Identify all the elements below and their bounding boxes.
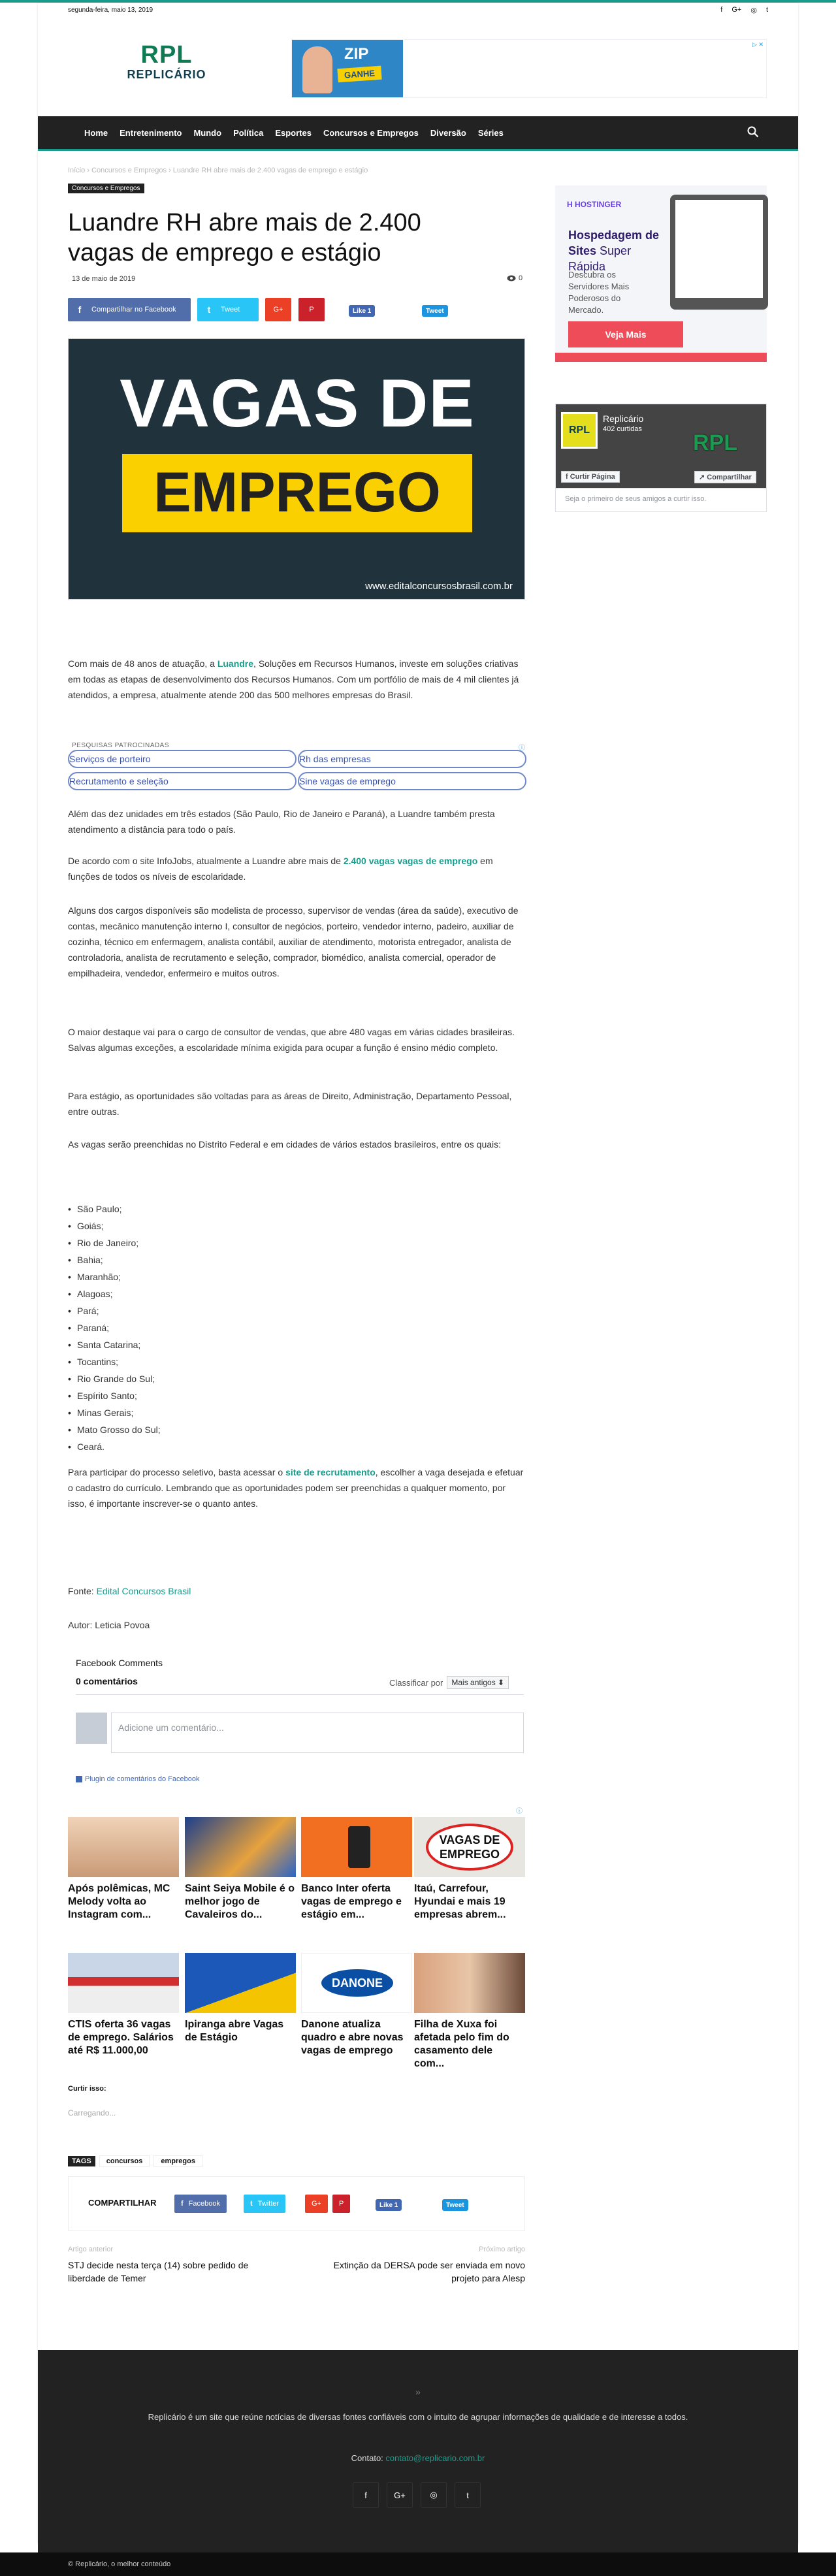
nav-item-esportes[interactable]: Esportes: [275, 127, 312, 138]
article-paragraph-5: O maior destaque vai para o cargo de consultor de vendas, que abre 480 vagas em várias cidades brasileiras. Salvas algumas exceções, a escolaridade mínima exigida para ocupar a função é ensino médio completo.: [68, 1027, 515, 1053]
breadcrumb[interactable]: Início › Concursos e Empregos › Luandre RH abre mais de 2.400 vagas de emprego e estágio: [68, 167, 368, 174]
share-icon: ↗: [699, 474, 707, 481]
list-item: • São Paulo;: [68, 1200, 161, 1217]
divider: [76, 1694, 524, 1695]
nav-item-mundo[interactable]: Mundo: [193, 127, 222, 138]
fb-page-name[interactable]: Replicário: [603, 413, 644, 424]
fb-like-button[interactable]: Like 1: [376, 2199, 402, 2211]
related-card[interactable]: [301, 1953, 412, 2057]
banner-ganhe-text: GANHE: [337, 66, 381, 83]
ad-title: Hospedagem de Sites Super Rápida: [568, 229, 660, 273]
hostinger-logo: H HOSTINGER: [567, 200, 622, 209]
sponsored-label: PESQUISAS PATROCINADAS: [72, 742, 169, 749]
hero-yellow-bar: [122, 454, 472, 532]
ad-cta-button[interactable]: Veja Mais: [568, 321, 683, 347]
pinterest-icon: P: [309, 306, 314, 314]
google-plus-icon: G+: [312, 2200, 321, 2208]
share-facebook-button[interactable]: [68, 298, 191, 321]
loading-text: Carregando...: [68, 2108, 116, 2117]
view-count: [507, 274, 522, 282]
banner-image: [292, 40, 403, 97]
google-plus-icon[interactable]: G+: [387, 2482, 413, 2508]
fb-page-likes: 402 curtidas: [603, 425, 642, 433]
adchoices-icon[interactable]: ▷ ✕: [752, 41, 764, 48]
fb-comments-sort: [389, 1676, 509, 1689]
footer-contact: Contato: contato@replicario.com.br: [351, 2453, 485, 2463]
nav-item-home[interactable]: Home: [84, 127, 108, 138]
article-author: Autor: Leticia Povoa: [68, 1620, 150, 1630]
related-thumb: [301, 1817, 412, 1877]
article-paragraph-6: Para estágio, as oportunidades são voltadas para as áreas de Direito, Administração, Departamento Pessoal, entre outras.: [68, 1091, 512, 1117]
instagram-icon[interactable]: ◎: [421, 2482, 447, 2508]
prev-article-label: Artigo anterior: [68, 2246, 114, 2253]
tags-label: TAGS: [68, 2156, 95, 2166]
vagas-thumb-text: VAGAS DE EMPREGO: [426, 1824, 513, 1871]
twitter-icon: t: [207, 304, 211, 315]
nav-accent-line: [38, 149, 798, 151]
tag-link[interactable]: concursos: [99, 2155, 150, 2167]
related-title: Filha de Xuxa foi afetada pelo fim do casamento dele com...: [414, 2019, 509, 2069]
article-paragraph-4: Alguns dos cargos disponíveis são modelista de processo, supervisor de vendas (área da saúde), executivo de contas, mecânico manutenção interno I, consultor de negócios, porteiro, vendedor interno, padeiro, auxiliar de cozinha, técnico em enfermagem, analista contábil, auxiliar de atendimento, motorista entregador, analista de controladoria, analista de recrutamento e seleção, comprador, biomédico, analista comercial, operador de empilhadeira, vendedor, enfermeiro e muitos outros.: [68, 905, 519, 978]
facebook-icon: f: [181, 2200, 184, 2208]
article-paragraph-2: Além das dez unidades em três estados (São Paulo, Rio de Janeiro e Paraná), a Luandre também presta atendimento a distância para todo o país.: [68, 809, 495, 835]
fb-comments-count: 0 comentários: [76, 1676, 138, 1686]
next-article-link[interactable]: Extinção da DERSA pode ser enviada em novo projeto para Alesp: [333, 2260, 525, 2283]
fb-page-avatar: RPL: [561, 412, 598, 449]
share-box: [68, 2176, 525, 2231]
list-item: • Espírito Santo;: [68, 1387, 161, 1404]
prev-article-link[interactable]: STJ decide nesta terça (14) sobre pedido de liberdade de Temer: [68, 2260, 249, 2283]
share-twitter-button[interactable]: [197, 298, 259, 321]
article-paragraph-1: Com mais de 48 anos de atuação, a Luandre, Soluções em Recursos Humanos, investe em soluções criativas em todas as etapas de desenvolvimento dos Recursos Humanos. Com um portfólio de mais de 4 mil clientes já atendidos, a empresa, atualmente atende 200 das 500 melhores empresas do Brasil.: [68, 658, 519, 700]
view-count-value: 0: [519, 274, 523, 282]
related-card[interactable]: [185, 1953, 296, 2044]
related-card[interactable]: [68, 1953, 179, 2057]
nav-item-series[interactable]: Séries: [477, 127, 504, 138]
ad-bottom-strip: [555, 353, 767, 362]
states-list: [68, 1200, 161, 1455]
fb-page-cover-logo: RPL: [693, 430, 737, 455]
share-pinterest-button[interactable]: [298, 298, 325, 321]
tweet-button[interactable]: Tweet: [442, 2199, 468, 2211]
facebook-icon: f: [78, 304, 82, 315]
related-card[interactable]: [414, 1953, 525, 2070]
twitter-icon: t: [250, 2200, 253, 2208]
twitter-icon[interactable]: t: [455, 2482, 481, 2508]
related-title: CTIS oferta 36 vagas de emprego. Salários até R$ 11.000,00: [68, 2019, 174, 2056]
list-item: • Mato Grosso do Sul;: [68, 1421, 161, 1438]
related-title: Após polêmicas, MC Melody volta ao Instagram com...: [68, 1883, 170, 1920]
share-pinterest-button[interactable]: [332, 2195, 350, 2213]
sponsored-link[interactable]: Sine vagas de emprego: [298, 772, 526, 790]
fb-like-button[interactable]: Like 1: [349, 305, 375, 317]
banner-person: [302, 46, 332, 93]
facebook-icon: [76, 1776, 82, 1782]
list-item: • Goiás;: [68, 1217, 161, 1234]
category-badge[interactable]: Concursos e Empregos: [68, 184, 144, 193]
fb-page-widget[interactable]: [555, 404, 767, 489]
sponsored-link[interactable]: Serviços de porteiro: [68, 750, 297, 768]
related-title: Saint Seiya Mobile é o melhor jogo de Cavaleiros do...: [185, 1883, 295, 1920]
list-item: • Minas Gerais;: [68, 1404, 161, 1421]
related-thumb: [414, 1817, 525, 1877]
share-section-label: Curtir isso:: [68, 2085, 106, 2093]
top-date: segunda-feira, maio 13, 2019: [68, 7, 153, 14]
ad-laptop-image: [670, 195, 768, 310]
next-article-label: Próximo artigo: [479, 2246, 525, 2253]
related-card[interactable]: [68, 1817, 179, 1922]
related-thumb: [414, 1953, 525, 2013]
fb-plugin-link[interactable]: Plugin de comentários do Facebook: [76, 1775, 200, 1783]
sidebar-ad[interactable]: [555, 185, 767, 362]
tweet-button[interactable]: Tweet: [422, 305, 448, 317]
list-item: • Alagoas;: [68, 1285, 161, 1302]
hero-url: www.editalconcursosbrasil.com.br: [365, 581, 513, 592]
list-item: • Bahia;: [68, 1251, 161, 1268]
article-source: Fonte: Edital Concursos Brasil: [68, 1586, 191, 1596]
adchoices-icon[interactable]: ⓘ: [519, 745, 525, 752]
google-plus-icon: G+: [273, 306, 283, 314]
nav-item-concursos[interactable]: Concursos e Empregos: [323, 127, 419, 138]
list-item: • Santa Catarina;: [68, 1336, 161, 1353]
footer-logo: »: [415, 2387, 421, 2397]
list-item: • Ceará.: [68, 1438, 161, 1455]
hero-line1: VAGAS DE: [120, 366, 475, 442]
related-thumb: [301, 1953, 412, 2013]
article-paragraph-7: As vagas serão preenchidas no Distrito Federal e em cidades de vários estados brasileiros, entre os quais:: [68, 1139, 502, 1150]
list-item: • Pará;: [68, 1302, 161, 1319]
related-thumb: [68, 1953, 179, 2013]
list-item: • Paraná;: [68, 1319, 161, 1336]
vagas-link[interactable]: 2.400 vagas vagas de emprego: [343, 856, 478, 866]
footer-email-link[interactable]: contato@replicario.com.br: [385, 2453, 485, 2463]
hero-line2: EMPREGO: [153, 461, 441, 524]
related-title: Itaú, Carrefour, Hyundai e mais 19 empresas abrem...: [414, 1883, 506, 1920]
related-card[interactable]: [414, 1817, 525, 1922]
article-paragraph-8: Para participar do processo seletivo, basta acessar o site de recrutamento, escolher a vaga desejada e efetuar o cadastro do currículo. Lembrando que as oportunidades podem ser preenchidas a qualquer momento, por isso, é importante inscrever-se o quanto antes.: [68, 1467, 524, 1509]
sponsored-link[interactable]: Recrutamento e seleção: [68, 772, 297, 790]
logo-big: RPL: [140, 41, 193, 69]
share-twitter-button[interactable]: t Twitter: [244, 2195, 285, 2213]
sponsored-searches: [68, 742, 525, 797]
nav-item-diversao[interactable]: Diversão: [430, 127, 466, 138]
comment-input[interactable]: Adicione um comentário...: [111, 1713, 524, 1753]
nav-item-entretenimento[interactable]: Entretenimento: [120, 127, 182, 138]
instagram-icon[interactable]: ◎: [750, 7, 757, 14]
copyright-text: © Replicário, o melhor conteúdo: [68, 2560, 171, 2568]
list-item: • Tocantins;: [68, 1353, 161, 1370]
luandre-link[interactable]: Luandre: [217, 658, 254, 669]
share-box-label: COMPARTILHAR: [88, 2198, 157, 2208]
search-icon[interactable]: [747, 126, 759, 138]
fb-comments-title: Facebook Comments: [76, 1658, 163, 1668]
top-banner-ad[interactable]: [291, 39, 767, 98]
tags-section: [68, 2155, 202, 2167]
danone-thumb-text: DANONE: [321, 1969, 393, 1997]
share-facebook-button[interactable]: f Facebook: [174, 2195, 227, 2213]
hero-image: [68, 338, 525, 600]
related-title: Danone atualiza quadro e abre novas vagas de emprego: [301, 2019, 404, 2056]
related-card[interactable]: [301, 1817, 412, 1922]
page-title: Luandre RH abre mais de 2.400 vagas de emprego e estágio: [68, 209, 421, 266]
related-thumb: [68, 1817, 179, 1877]
related-title: Banco Inter oferta vagas de emprego e estágio em...: [301, 1883, 402, 1920]
related-card[interactable]: [185, 1817, 296, 1922]
footer-description: Replicário é um site que reúne notícias de diversas fontes confiáveis com o intuito de agrupar informações de qualidade e de interesse a todos.: [148, 2412, 688, 2422]
avatar: [76, 1713, 107, 1744]
fb-like-page-button[interactable]: f Curtir Página: [561, 471, 620, 483]
twitter-icon[interactable]: t: [765, 6, 768, 14]
adchoices-icon[interactable]: ⓘ: [516, 1808, 522, 1815]
site-logo[interactable]: [118, 42, 216, 82]
related-thumb: [185, 1953, 296, 2013]
share-google-plus-button[interactable]: [305, 2195, 328, 2213]
top-social-icons: [720, 6, 768, 14]
list-item: • Rio de Janeiro;: [68, 1234, 161, 1251]
eye-icon: [507, 275, 516, 282]
copyright-bar: [0, 2552, 836, 2576]
facebook-icon[interactable]: f: [353, 2482, 379, 2508]
main-nav: [38, 116, 798, 149]
sort-label: Classificar por: [389, 1677, 443, 1688]
recrutamento-link[interactable]: site de recrutamento: [285, 1467, 376, 1477]
logo-small: REPLICÁRIO: [127, 68, 206, 81]
sponsored-link[interactable]: Rh das empresas: [298, 750, 526, 768]
share-facebook-label: Compartilhar no Facebook: [91, 306, 176, 314]
list-item: • Rio Grande do Sul;: [68, 1370, 161, 1387]
ad-description: Descubra os Servidores Mais Poderosos do Mercado.: [568, 270, 630, 315]
post-date: 13 de maio de 2019: [72, 275, 136, 283]
hostinger-icon: H: [567, 200, 575, 209]
tag-link[interactable]: empregos: [153, 2155, 202, 2167]
pinterest-icon: P: [339, 2200, 344, 2208]
site-footer: [38, 2350, 798, 2552]
list-item: • Maranhão;: [68, 1268, 161, 1285]
facebook-icon: f: [566, 473, 570, 481]
nav-item-politica[interactable]: Política: [233, 127, 264, 138]
related-title: Ipiranga abre Vagas de Estágio: [185, 2019, 284, 2043]
fb-page-cover: [556, 404, 766, 488]
related-thumb: [185, 1817, 296, 1877]
footer-social: [353, 2482, 481, 2508]
facebook-icon[interactable]: f: [720, 6, 723, 14]
fb-share-page-button[interactable]: ↗ Compartilhar: [694, 471, 756, 483]
article-paragraph-3: De acordo com o site InfoJobs, atualmente a Luandre abre mais de 2.400 vagas vagas de emprego em funções de todos os níveis de escolaridade.: [68, 856, 493, 882]
share-twitter-label: Tweet: [221, 306, 240, 314]
fb-page-footer: Seja o primeiro de seus amigos a curtir isso.: [555, 489, 767, 512]
sort-select[interactable]: Mais antigos ⬍: [447, 1676, 509, 1689]
source-link[interactable]: Edital Concursos Brasil: [96, 1586, 191, 1596]
google-plus-icon[interactable]: G+: [732, 6, 742, 14]
share-google-plus-button[interactable]: [265, 298, 291, 321]
banner-zip-text: ZIP: [344, 45, 369, 63]
